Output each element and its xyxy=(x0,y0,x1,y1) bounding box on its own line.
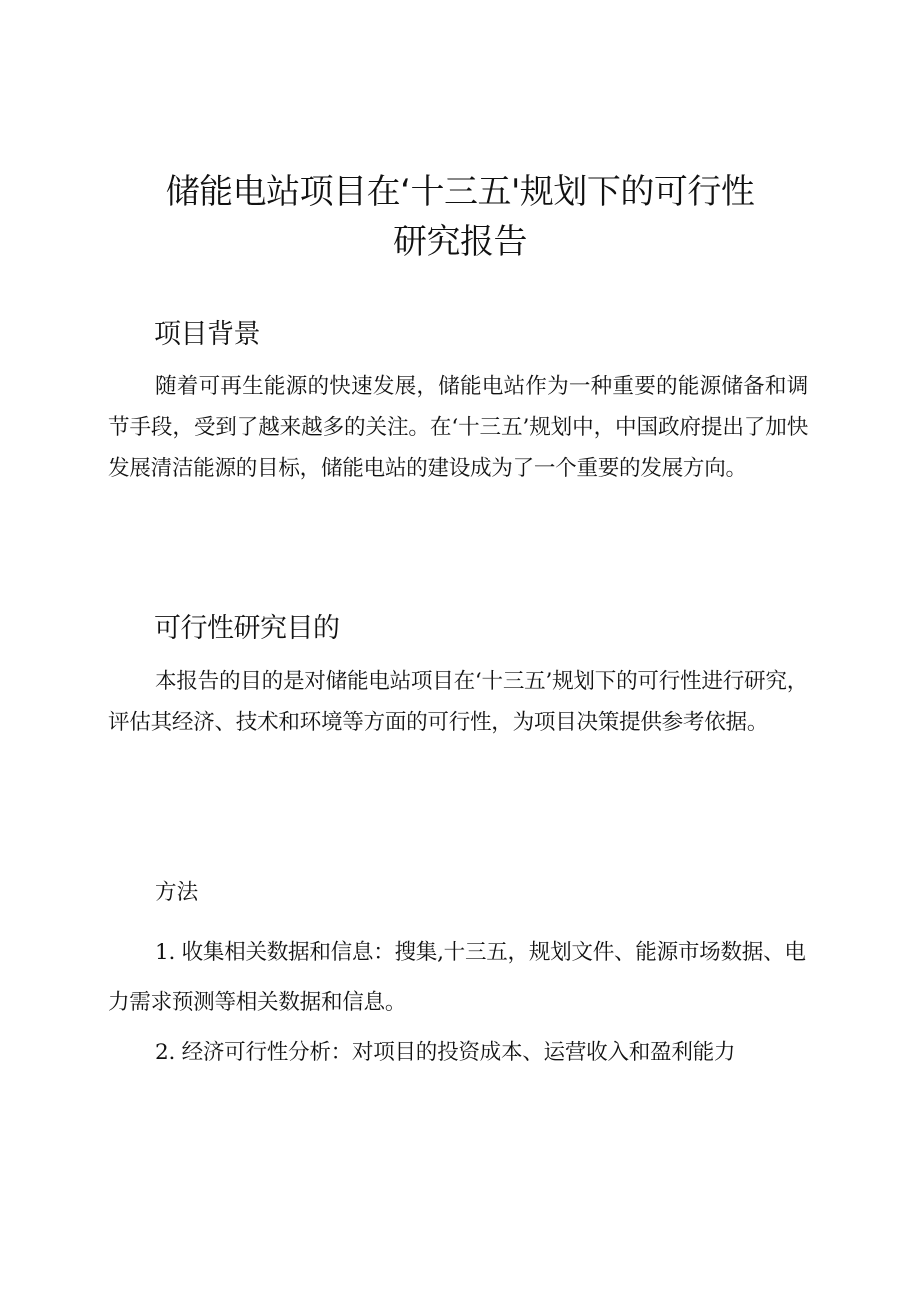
document-title-line-1: 储能电站项目在‘十三五'规划下的可行性 xyxy=(165,172,755,212)
method-list-item: 2. 经济可行性分析：对项目的投资成本、运营收入和盈利能力 xyxy=(155,1040,736,1065)
document-title-line-2: 研究报告 xyxy=(393,222,527,262)
method-list-item: 1. 收集相关数据和信息：搜集,十三五，规划文件、能源市场数据、电力需求预测等相关数据和信息。 xyxy=(108,940,806,1015)
section-heading-purpose: 可行性研究目的 xyxy=(154,613,340,644)
section-body-background: 随着可再生能源的快速发展，储能电站作为一种重要的能源储备和调节手段，受到了越来越多的关注。在‘十三五’规划中，中国政府提出了加快发展清洁能源的目标，储能电站的建设成为了一个重要的发展方向。 xyxy=(108,374,808,481)
section-heading-background: 项目背景 xyxy=(154,319,260,350)
method-heading: 方法 xyxy=(155,880,199,905)
section-body-purpose: 本报告的目的是对储能电站项目在‘十三五’规划下的可行性进行研究，评估其经济、技术和环境等方面的可行性，为项目决策提供参考依据。 xyxy=(108,669,808,735)
